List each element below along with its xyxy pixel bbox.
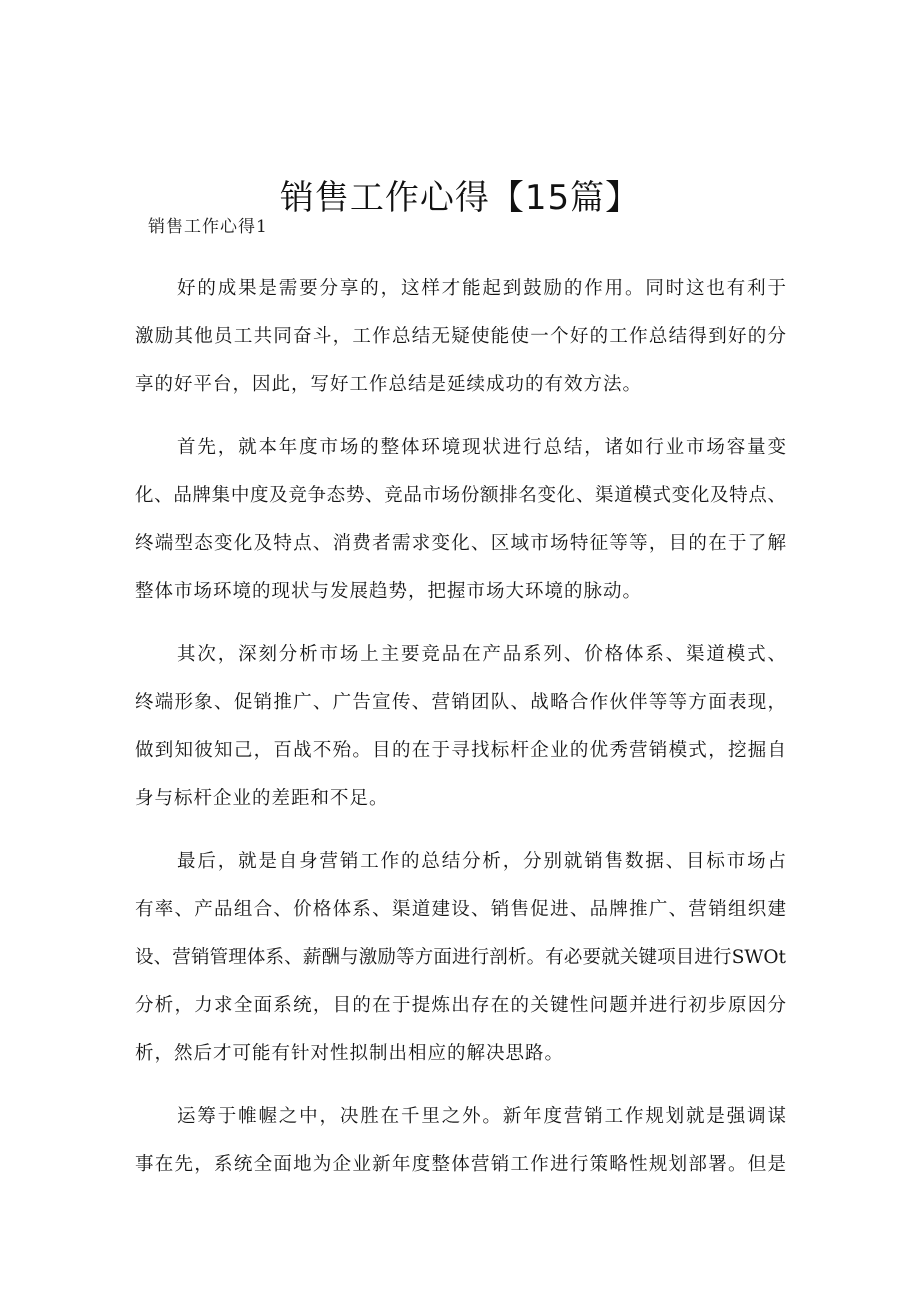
paragraph-2: [135, 424, 786, 616]
paragraph-line: 最后，就是自身营销工作的总结分析，分别就销售数据、目标市场占: [177, 851, 786, 872]
paragraph-line: 整体市场环境的现状与发展趋势，把握市场大环境的脉动。: [135, 581, 643, 602]
document-body: [135, 265, 786, 1204]
section-heading: 销售工作心得1: [148, 217, 268, 237]
paragraph-line: 身与标杆企业的差距和不足。: [135, 788, 389, 809]
paragraph-line: 激励其他员工共同奋斗，工作总结无疑使能使一个好的工作总结得到好的分: [135, 326, 786, 347]
paragraph-line: 析，然后才可能有针对性拟制出相应的解决思路。: [135, 1043, 565, 1064]
paragraph-line: 有率、产品组合、价格体系、渠道建设、销售促进、品牌推广、营销组织建: [135, 899, 786, 920]
page-title: 销售工作心得【15篇】: [279, 177, 641, 218]
paragraph-1: [135, 265, 786, 409]
paragraph-line: 分析，力求全面系统，目的在于提炼出存在的关键性问题并进行初步原因分: [135, 995, 786, 1016]
paragraph-line: 其次，深刻分析市场上主要竞品在产品系列、价格体系、渠道模式、: [177, 644, 786, 665]
paragraph-3: [135, 631, 786, 823]
paragraph-5: [135, 1093, 786, 1189]
paragraph-line: 好的成果是需要分享的，这样才能起到鼓励的作用。同时这也有利于: [177, 278, 786, 299]
paragraph-line: 运筹于帷幄之中，决胜在千里之外。新年度营销工作规划就是强调谋: [177, 1106, 786, 1127]
paragraph-line: 首先，就本年度市场的整体环境现状进行总结，诸如行业市场容量变: [177, 437, 786, 458]
paragraph-line: 终端型态变化及特点、消费者需求变化、区域市场特征等等，目的在于了解: [135, 533, 786, 554]
paragraph-line: 终端形象、促销推广、广告宣传、营销团队、战略合作伙伴等等方面表现，: [135, 692, 786, 713]
paragraph-line: 事在先，系统全面地为企业新年度整体营销工作进行策略性规划部署。但是: [135, 1154, 786, 1175]
paragraph-4: [135, 838, 786, 1078]
paragraph-line: 设、营销管理体系、薪酬与激励等方面进行剖析。有必要就关键项目进行SWOt: [135, 947, 786, 968]
paragraph-line: 做到知彼知己，百战不殆。目的在于寻找标杆企业的优秀营销模式，挖掘自: [135, 740, 786, 761]
paragraph-line: 化、品牌集中度及竞争态势、竞品市场份额排名变化、渠道模式变化及特点、: [135, 485, 786, 506]
paragraph-line: 享的好平台，因此，写好工作总结是延续成功的有效方法。: [135, 374, 643, 395]
